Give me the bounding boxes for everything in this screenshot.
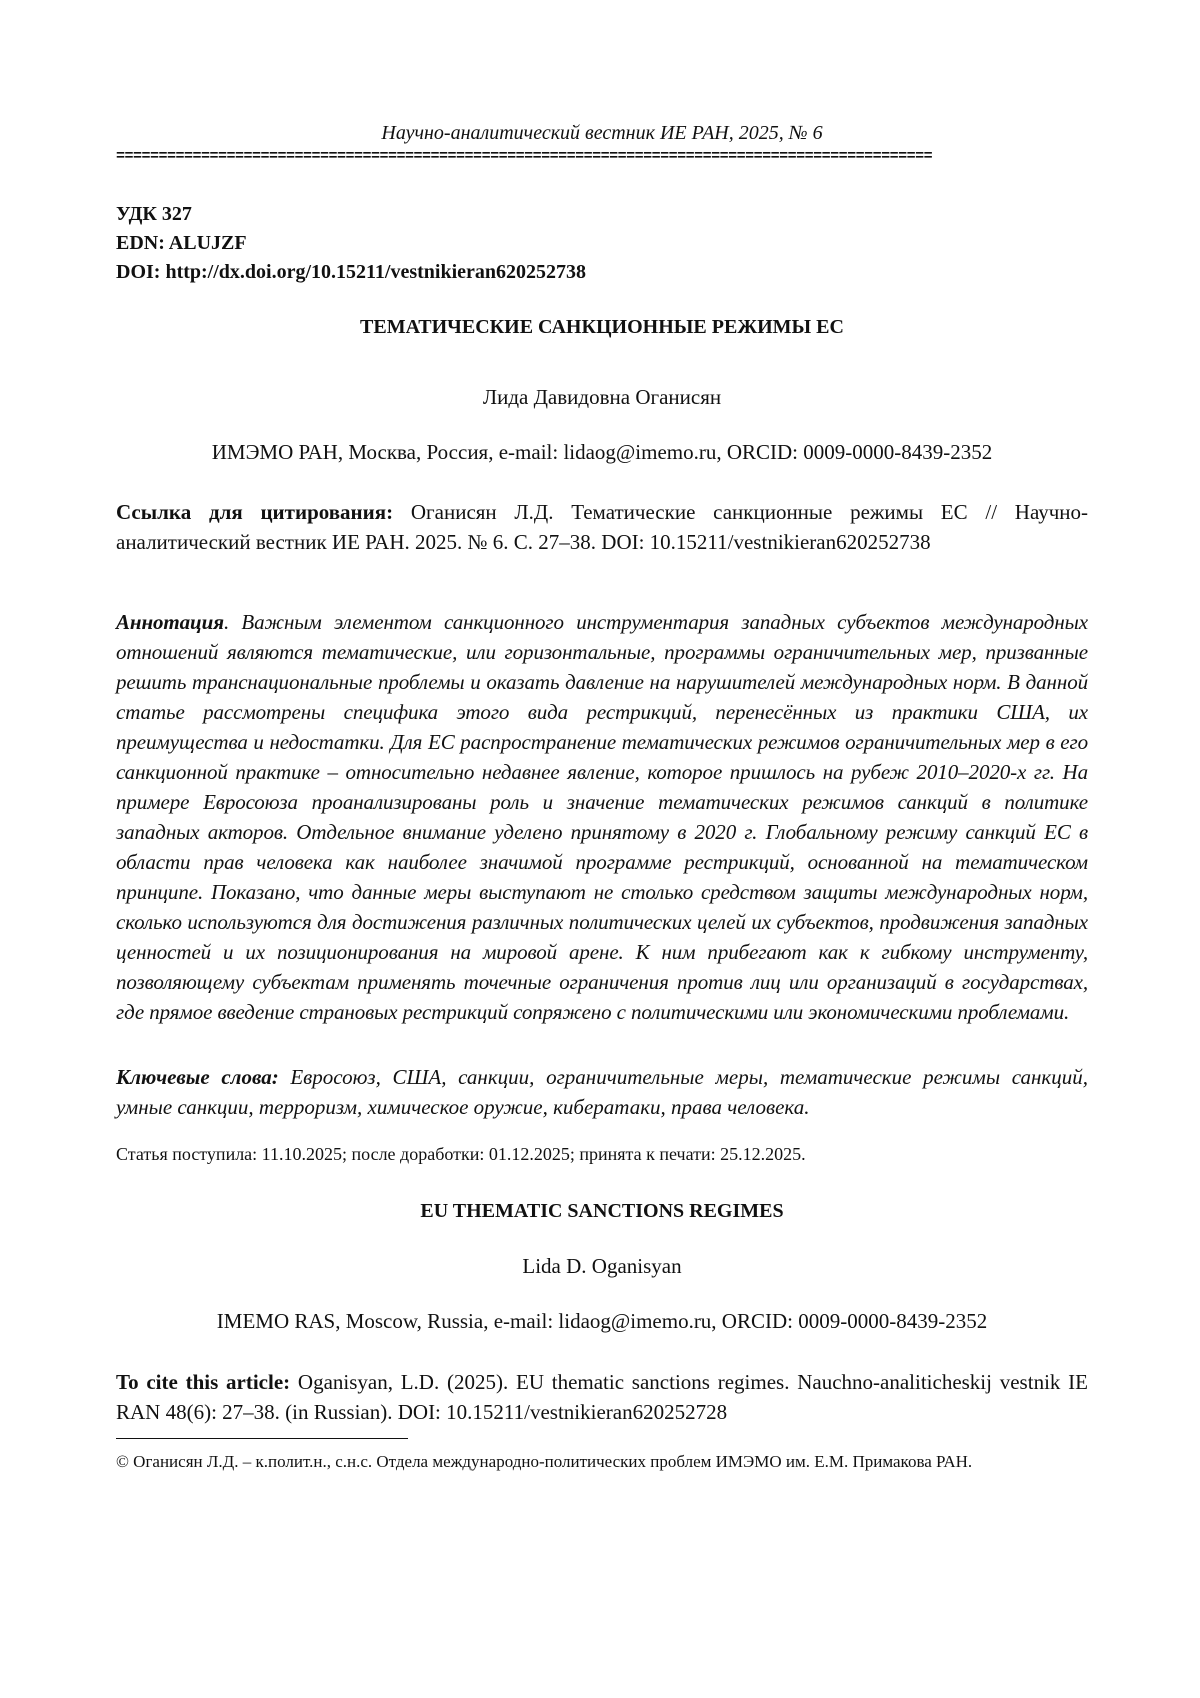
header-separator: ================================================================================================	[116, 150, 933, 164]
citation-en	[116, 1367, 1088, 1427]
article-title-ru: ТЕМАТИЧЕСКИЕ САНКЦИОННЫЕ РЕЖИМЫ ЕС	[360, 316, 844, 338]
author-name-ru: Лида Давидовна Оганисян	[482, 385, 722, 409]
udk-code: УДК 327	[116, 203, 192, 225]
keywords-label: Ключевые слова:	[116, 1065, 279, 1089]
doi-link[interactable]: DOI: http://dx.doi.org/10.15211/vestnikieran620252738	[116, 261, 587, 283]
citation-text-ru: Оганисян Л.Д. Тематические санкционные режимы ЕС // Научно-аналитический вестник ИЕ РАН. 2025. № 6. С. 27–38. DOI: 10.15211/vestnikieran620252738	[116, 500, 1088, 554]
author-name-en: Lida D. Oganisyan	[522, 1254, 682, 1278]
keywords-ru	[116, 1062, 1088, 1122]
running-head: Научно-аналитический вестник ИЕ РАН, 2025, № 6	[381, 122, 823, 144]
citation-text-en: Oganisyan, L.D. (2025). EU thematic sanctions regimes. Nauchno-analiticheskij vestnik IE RAN 48(6): 27–38. (in Russian). DOI: 10.15211/vestnikieran620252728	[116, 1370, 1088, 1424]
affiliation-ru: ИМЭМО РАН, Москва, Россия, e-mail: lidaog@imemo.ru, ORCID: 0009-0000-8439-2352	[211, 440, 993, 464]
article-title-en: EU THEMATIC SANCTIONS REGIMES	[420, 1200, 784, 1222]
author-footnote: © Оганисян Л.Д. – к.полит.н., с.н.с. Отдела международно-политических проблем ИМЭМО им. Е.М. Примакова РАН.	[116, 1452, 973, 1471]
article-dates: Статья поступила: 11.10.2025; после доработки: 01.12.2025; принята к печати: 25.12.2025.	[116, 1144, 806, 1164]
keywords-text: Евросоюз, США, санкции, ограничительные меры, тематические режимы санкций, умные санкции, терроризм, химическое оружие, кибератаки, права человека.	[116, 1065, 1088, 1119]
abstract-text: . Важным элементом санкционного инструментария западных субъектов международных отношений являются тематические, или горизонтальные, программы ограничительных мер, призванные решить транснациональные проблемы и оказать давление на нарушителей международных норм. В данной статье рассмотрены специфика этого вида рестрикций, перенесённых из практики США, их преимущества и недостатки. Для ЕС распространение тематических режимов ограничительных мер в его санкционной практике – относительно недавнее явление, которое пришлось на рубеж 2010–2020-х гг. На примере Евросоюза проанализированы роль и значение тематических режимов санкций в политике западных акторов. Отдельное внимание уделено принятому в 2020 г. Глобальному режиму санкций ЕС в области прав человека как наиболее значимой программе рестрикций, основанной на тематическом принципе. Показано, что данные меры выступают не столько средством защиты международных норм, сколько используются для достижения различных политических целей их субъектов, продвижения западных ценностей и их позиционирования на мировой арене. К ним прибегают как к гибкому инструменту, позволяющему субъектам применять точечные ограничения против лиц или организаций в государствах, где прямое введение страновых рестрикций сопряжено с политическими или экономическими проблемами.	[116, 610, 1088, 1024]
citation-ru	[116, 497, 1088, 557]
abstract-label: Аннотация	[116, 610, 224, 634]
affiliation-en: IMEMO RAS, Moscow, Russia, e-mail: lidaog@imemo.ru, ORCID: 0009-0000-8439-2352	[216, 1309, 988, 1333]
citation-label-ru: Ссылка для цитирования:	[116, 500, 394, 524]
footnote-divider	[116, 1438, 408, 1439]
article-metadata	[116, 200, 586, 287]
citation-label-en: To cite this article:	[116, 1370, 291, 1394]
edn-code: EDN: ALUJZF	[116, 232, 247, 254]
abstract-ru	[116, 607, 1088, 1027]
